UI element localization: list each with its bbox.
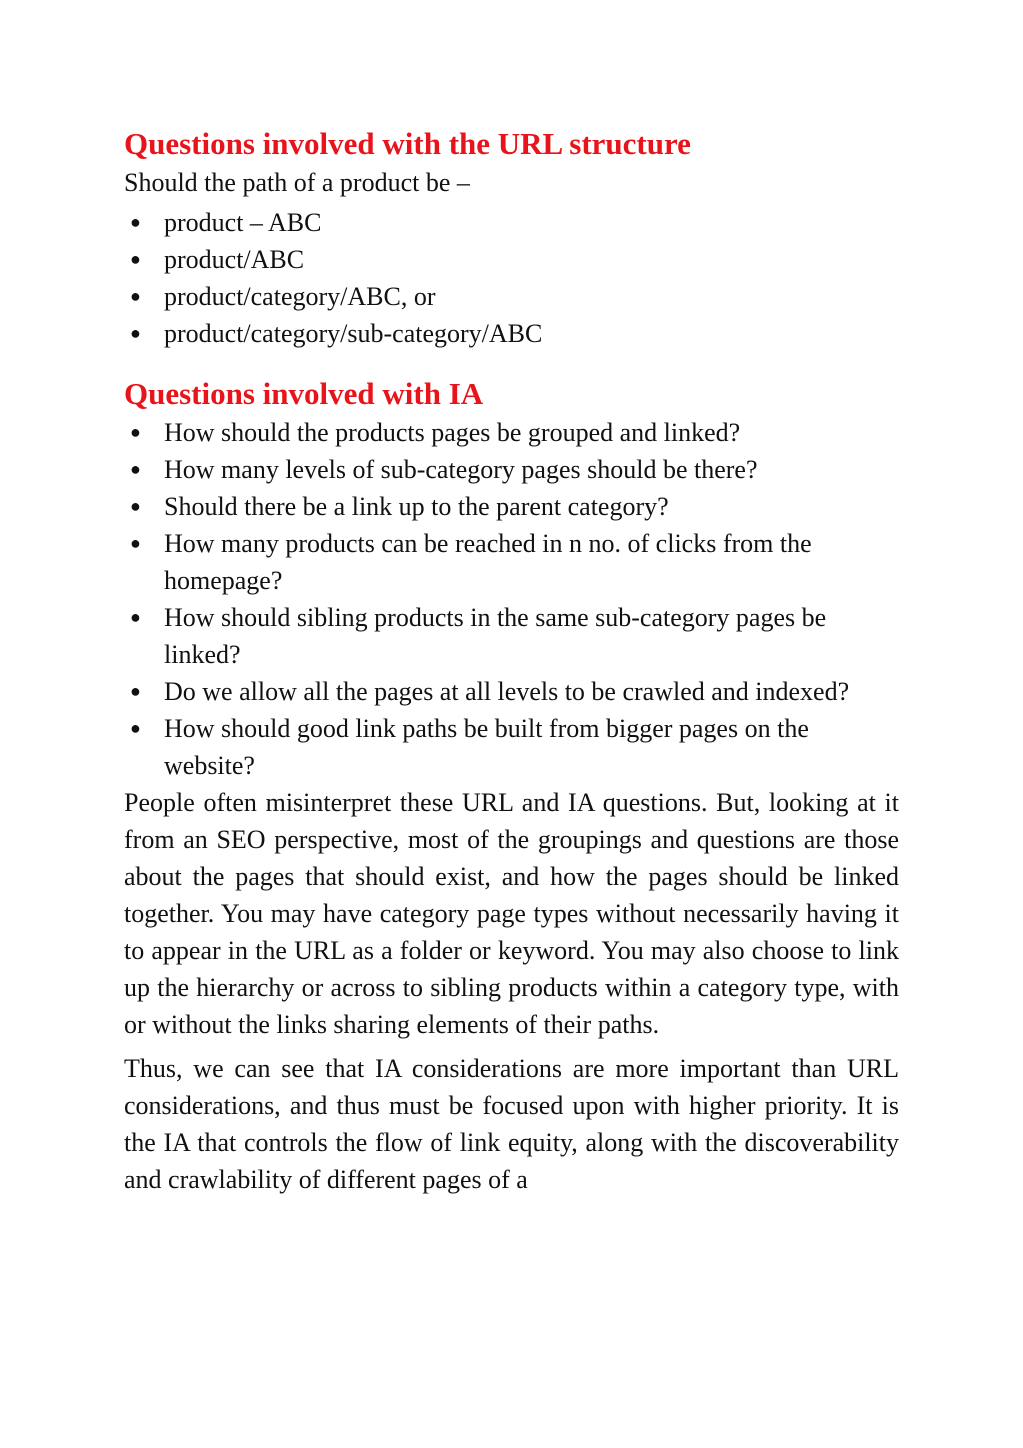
bullet-icon: ●: [130, 496, 141, 516]
body-paragraph: People often misinterpret these URL and IA questions. But, looking at it from an SEO perspective, most of the groupings and questions are those about the pages that should exist, and how the pages should be linked together. You may have category page types without necessarily having it to appear in the URL as a folder or keyword. You may also choose to link up the hierarchy or across to sibling products within a category type, with or without the links sharing elements of their paths.: [124, 788, 899, 1039]
list-item: ● Do we allow all the pages at all levels to be crawled and indexed?: [124, 673, 899, 710]
list-item: ● product/category/sub-category/ABC: [124, 315, 899, 352]
bullet-icon: ●: [130, 249, 141, 269]
list-item: ● How should the products pages be grouped and linked?: [124, 414, 899, 451]
ia-questions-list: [124, 414, 899, 784]
list-item: ● How should sibling products in the same sub-category pages be linked?: [124, 599, 899, 673]
body-paragraph: Thus, we can see that IA considerations are more important than URL considerations, and thus must be focused upon with higher priority. It is the IA that controls the flow of link equity, along with the discoverability and crawlability of different pages of a: [124, 1054, 899, 1194]
bullet-icon: ●: [130, 607, 141, 627]
bullet-icon: ●: [130, 459, 141, 479]
heading-url-structure: Questions involved with the URL structure: [124, 126, 691, 161]
document-page: [124, 124, 899, 1198]
bullet-icon: ●: [130, 533, 141, 553]
heading-ia: Questions involved with IA: [124, 376, 484, 411]
list-item: ● product/category/ABC, or: [124, 278, 899, 315]
list-item: ● product/ABC: [124, 241, 899, 278]
list-item: ● Should there be a link up to the parent category?: [124, 488, 899, 525]
list-item: ● How should good link paths be built from bigger pages on the website?: [124, 710, 899, 784]
bullet-icon: ●: [130, 681, 141, 701]
list-item: ● How many levels of sub-category pages should be there?: [124, 451, 899, 488]
bullet-icon: ●: [130, 212, 141, 232]
url-options-list: [124, 204, 899, 352]
list-item: ● How many products can be reached in n no. of clicks from the homepage?: [124, 525, 899, 599]
bullet-icon: ●: [130, 718, 141, 738]
bullet-icon: ●: [130, 286, 141, 306]
bullet-icon: ●: [130, 323, 141, 343]
list-item: ● product – ABC: [124, 204, 899, 241]
url-intro-text: Should the path of a product be –: [124, 168, 470, 197]
bullet-icon: ●: [130, 422, 141, 442]
